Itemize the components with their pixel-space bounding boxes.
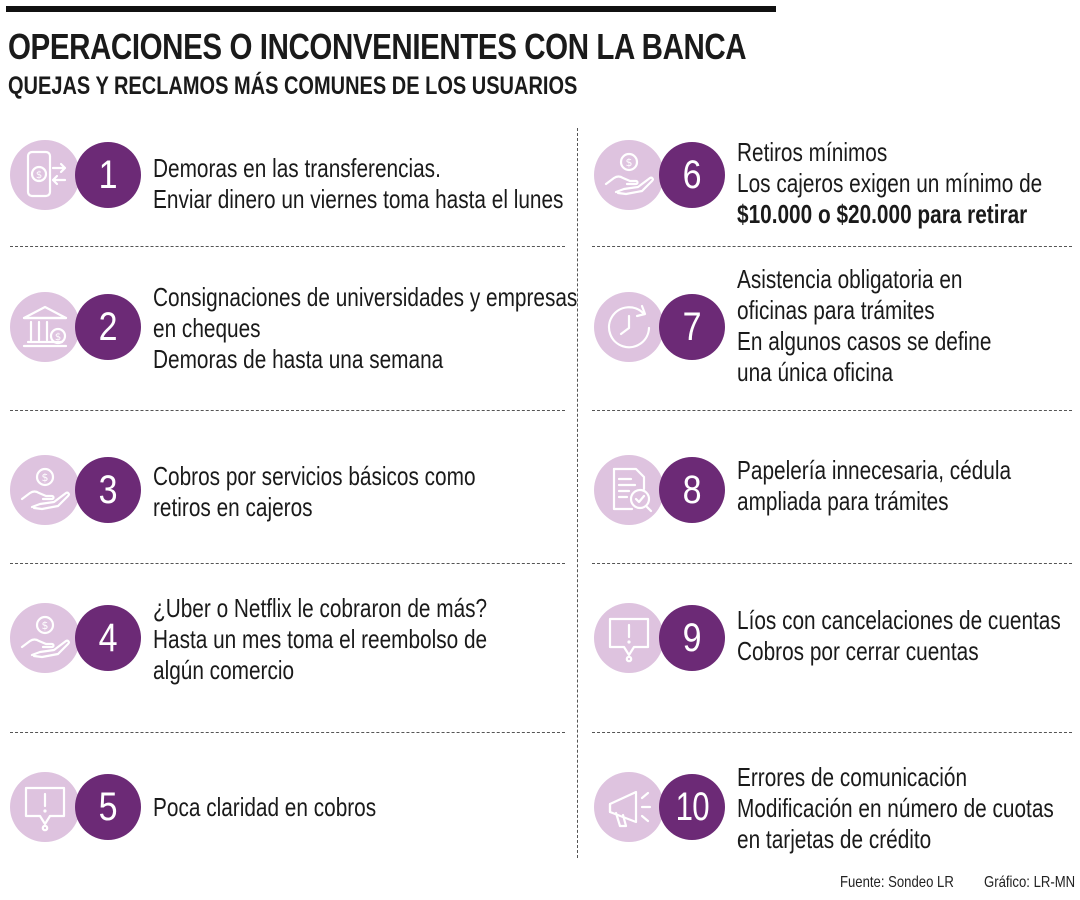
item-text-line: Enviar dinero un viernes toma hasta el lunes	[153, 184, 564, 214]
svg-text:$: $	[41, 619, 49, 632]
item-number-badge	[75, 774, 141, 840]
item-number-badge	[659, 774, 725, 840]
item-text-line: en tarjetas de crédito	[737, 824, 932, 854]
hand-coin-icon	[594, 140, 664, 210]
row-divider	[10, 246, 565, 247]
item-number: 1	[98, 153, 118, 197]
item-text-line: en cheques	[153, 313, 261, 343]
hand-coin-icon	[10, 455, 80, 525]
item-description	[737, 264, 991, 388]
item-text-line: Demoras de hasta una semana	[153, 344, 444, 374]
svg-text:$: $	[625, 156, 633, 169]
row-divider	[10, 410, 565, 411]
row-divider	[10, 563, 565, 564]
row-divider	[592, 246, 1072, 247]
item-text-line: Poca claridad en cobros	[153, 792, 377, 822]
item-text-line: Demoras en las transferencias.	[153, 153, 441, 183]
item-number: 5	[98, 785, 118, 829]
hand-coin-icon	[10, 603, 80, 673]
item-number-badge	[75, 142, 141, 208]
alert-message-icon	[594, 603, 664, 673]
item-number-badge	[659, 605, 725, 671]
item-description	[153, 153, 563, 215]
svg-text:$: $	[54, 332, 62, 343]
item-description	[153, 282, 577, 375]
svg-text:$: $	[35, 170, 43, 181]
item-description	[153, 593, 487, 686]
row-divider	[592, 732, 1072, 733]
item-text-line: Papelería innecesaria, cédula	[737, 455, 1012, 485]
item-text-line: Modificación en número de cuotas	[737, 793, 1054, 823]
row-divider	[592, 410, 1072, 411]
item-number: 7	[682, 305, 702, 349]
item-text-line: Los cajeros exigen un mínimo de	[737, 168, 1043, 198]
item-text-line: ampliada para trámites	[737, 486, 949, 516]
item-text-line: Retiros mínimos	[737, 137, 888, 167]
phone-money-transfer-icon	[10, 140, 80, 210]
row-divider	[592, 563, 1072, 564]
item-number-badge	[75, 605, 141, 671]
item-text-line: Hasta un mes toma el reembolso de	[153, 624, 488, 654]
item-number-badge	[659, 142, 725, 208]
item-description	[737, 762, 1054, 855]
megaphone-icon	[594, 772, 664, 842]
page-title: OPERACIONES O INCONVENIENTES CON LA BANCA	[8, 26, 747, 67]
item-text-line: Consignaciones de universidades y empresas	[153, 282, 578, 312]
page-subtitle: QUEJAS Y RECLAMOS MÁS COMUNES DE LOS USUARIOS	[8, 72, 578, 100]
item-text-line: ¿Uber o Netflix le cobraron de más?	[153, 593, 488, 623]
item-description	[737, 605, 1061, 667]
item-text-line: algún comercio	[153, 655, 295, 685]
item-text-line: una única oficina	[737, 357, 894, 387]
item-text-line: retiros en cajeros	[153, 492, 313, 522]
item-text-line: Asistencia obligatoria en	[737, 264, 963, 294]
top-rule	[6, 6, 776, 12]
item-number-badge	[75, 457, 141, 523]
footer-source: Fuente: Sondeo LR	[840, 874, 954, 891]
column-divider	[577, 128, 578, 858]
item-number: 6	[682, 153, 702, 197]
item-description	[153, 792, 376, 823]
alert-message-icon	[10, 772, 80, 842]
bank-building-icon	[10, 292, 80, 362]
item-number: 10	[675, 785, 709, 829]
svg-text:$: $	[41, 471, 49, 484]
item-number: 4	[98, 616, 118, 660]
item-text-line: Cobros por cerrar cuentas	[737, 636, 979, 666]
item-number: 2	[98, 305, 118, 349]
item-description	[153, 461, 476, 523]
item-number-badge	[659, 457, 725, 523]
item-number: 8	[682, 468, 702, 512]
item-number: 9	[682, 616, 702, 660]
item-text-line: oficinas para trámites	[737, 295, 935, 325]
item-number-badge	[659, 294, 725, 360]
item-description	[737, 455, 1011, 517]
row-divider	[10, 732, 565, 733]
item-text-line: Cobros por servicios básicos como	[153, 461, 476, 491]
item-text-line: Líos con cancelaciones de cuentas	[737, 605, 1061, 635]
footer-credit: Gráfico: LR-MN	[984, 874, 1076, 891]
item-description	[737, 137, 1042, 230]
document-check-icon	[594, 455, 664, 525]
item-number-badge	[75, 294, 141, 360]
item-number: 3	[98, 468, 118, 512]
item-text-line: Errores de comunicación	[737, 762, 968, 792]
item-text-line: En algunos casos se define	[737, 326, 992, 356]
item-highlight-line: $10.000 o $20.000 para retirar	[737, 199, 1028, 229]
clock-icon	[594, 292, 664, 362]
